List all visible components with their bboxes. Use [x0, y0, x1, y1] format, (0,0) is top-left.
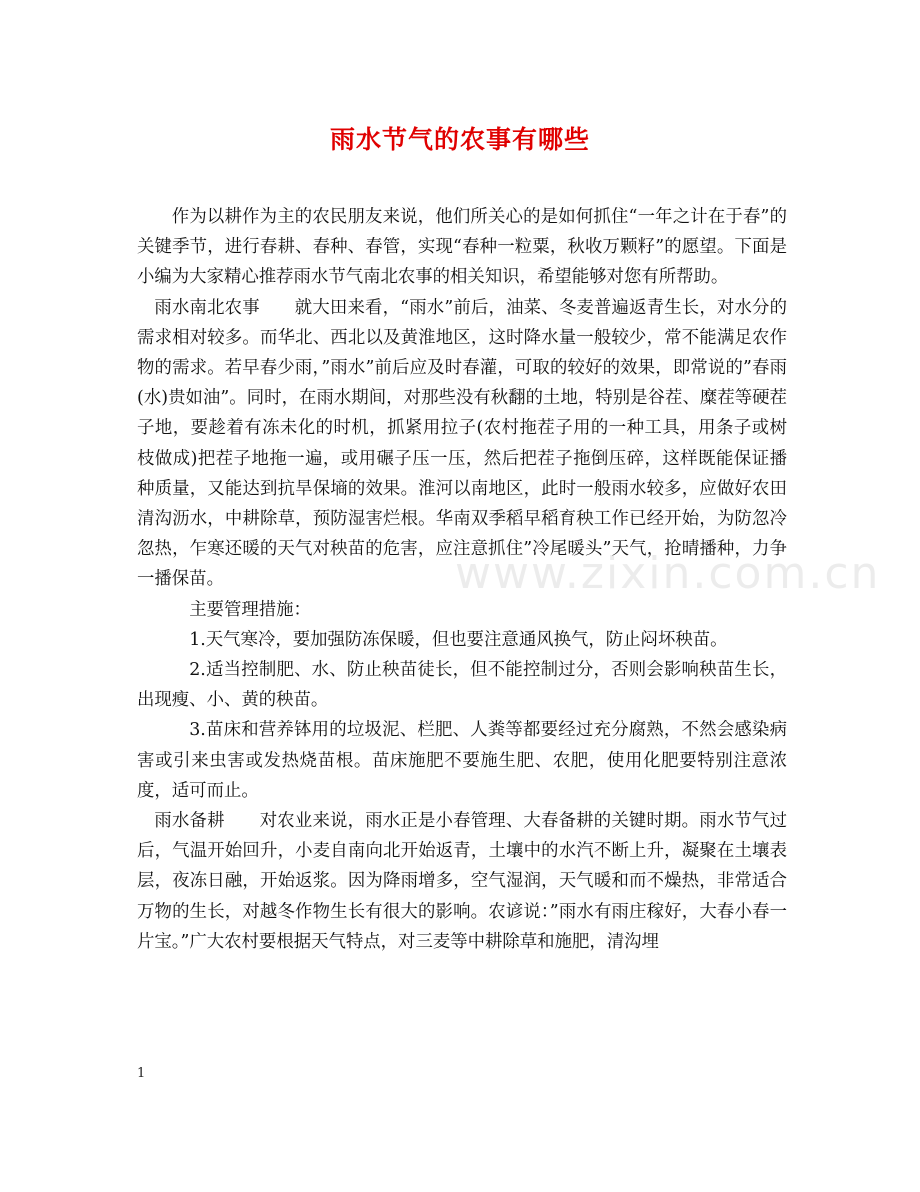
section2-paragraph	[137, 806, 787, 957]
measures-heading: 主要管理措施：	[189, 599, 311, 620]
watermark: www.zixin.com.cn	[455, 548, 881, 599]
section1-heading: 雨水南北农事	[154, 297, 260, 318]
intro-paragraph: 作为以耕作为主的农民朋友来说，他们所关心的是如何抓住“一年之计在于春”的关键季节，进行春耕、春种、春管，实现“春种一粒粟，秋收万颗籽”的愿望。下面是小编为大家精心推荐雨水节气南北农事的相关知识，希望能够对您有所帮助。	[137, 207, 787, 288]
section1-body: 就大田来看，“雨水”前后，油菜、冬麦普遍返青生长，对水分的需求相对较多。而华北、西北以及黄淮地区，这时降水量一般较少，常不能满足农作物的需求。若早春少雨，”雨水”前后应及时春灌，可取的较好的效果，即常说的”春雨(水)贵如油”。同时，在雨水期间，对那些没有秋翻的土地，特别是谷茬、糜茬等硬茬子地，要趁着有冻未化的时机，抓紧用拉子(农村拖茬子用的一种工具，用条子或树枝做成)把茬子地拖一遍，或用碾子压一压，然后把茬子拖倒压碎，这样既能保证播种质量，又能达到抗旱保墒的效果。淮河以南地区，此时一般雨水较多，应做好农田清沟沥水，中耕除草，预防湿害烂根。华南双季稻早稻育秧工作已经开始，为防忽冷忽热，乍寒还暖的天气对秧苗的危害，应注意抓住”冷尾暖头”天气，抢晴播种，力争一播保苗。	[137, 297, 787, 590]
page-number: 1	[137, 1066, 146, 1081]
document-title: 雨水节气的农事有哪些	[329, 125, 590, 154]
measure-item-2: 2.适当控制肥、水、防止秧苗徒长，但不能控制过分，否则会影响秧苗生长，出现瘦、小、黄的秧苗。	[137, 660, 787, 711]
document-body	[137, 202, 787, 957]
section1-paragraph	[137, 293, 787, 595]
measure-item-3: 3.苗床和营养钵用的垃圾泥、栏肥、人粪等都要经过充分腐熟，不然会感染病害或引来虫害或发热烧苗根。苗床施肥不要施生肥、农肥，使用化肥要特别注意浓度，适可而止。	[137, 720, 787, 801]
measure-item-1: 1.天气寒冷，要加强防冻保暖，但也要注意通风换气，防止闷坏秧苗。	[189, 629, 728, 650]
section2-body: 对农业来说，雨水正是小春管理、大春备耕的关键时期。雨水节气过后，气温开始回升，小麦自南向北开始返青，土壤中的水汽不断上升，凝聚在土壤表层，夜冻日融，开始返浆。因为降雨增多，空气湿润，天气暖和而不燥热，非常适合万物的生长，对越冬作物生长有很大的影响。农谚说：”雨水有雨庄稼好，大春小春一片宝。”广大农村要根据天气特点，对三麦等中耕除草和施肥，清沟埋	[137, 811, 787, 952]
section2-heading: 雨水备耕	[154, 811, 225, 832]
